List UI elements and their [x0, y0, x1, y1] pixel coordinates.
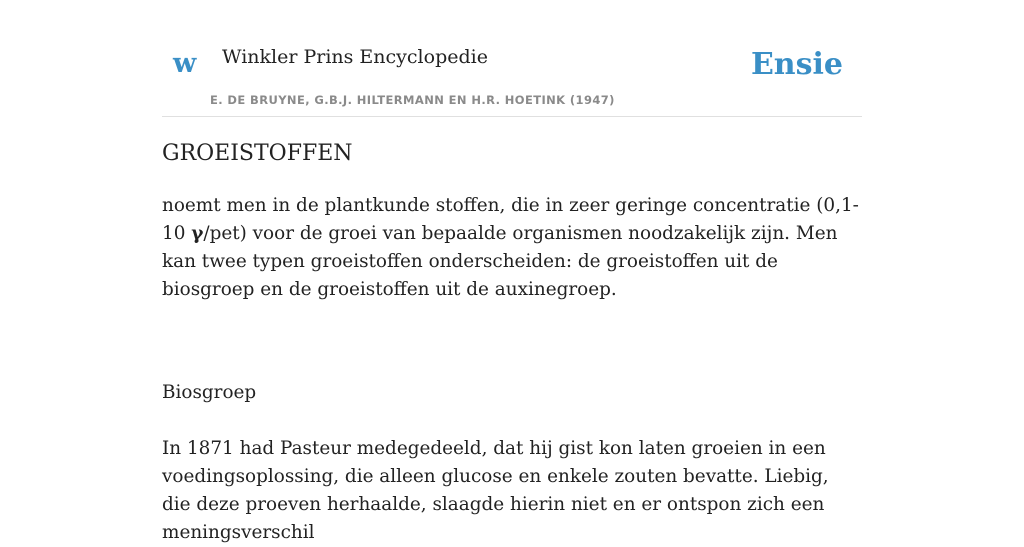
- winkler-prins-logo[interactable]: w: [173, 48, 197, 79]
- book-title[interactable]: Winkler Prins Encyclopedie: [222, 46, 488, 68]
- ensie-logo-link[interactable]: Ensie: [750, 47, 843, 82]
- body-paragraph: In 1871 had Pasteur medegedeeld, dat hij gist kon laten groeien in een voedingsoplossing, die alleen glucose en enkele zouten bevatte. Liebig, die deze proeven herhaalde, slaagde hierin niet en er ontspon zich een meningsverschil: [162, 438, 829, 543]
- site-header: [162, 0, 862, 117]
- article-content: [162, 138, 862, 547]
- intro-paragraph: [162, 192, 862, 304]
- section-heading-biosgroep: Biosgroep: [162, 382, 257, 403]
- entry-title: GROEISTOFFEN: [162, 141, 353, 166]
- authors-line: E. DE BRUYNE, G.B.J. HILTERMANN EN H.R. HOETINK (1947): [210, 93, 615, 107]
- gamma-symbol: γ: [191, 223, 204, 244]
- intro-text-after: /pet) voor de groei van bepaalde organismen noodzakelijk zijn. Men kan twee typen groeistoffen onderscheiden: de groeistoffen uit de biosgroep en de groeistoffen uit de auxinegroep.: [162, 223, 838, 300]
- intro-text-before: noemt men in de plantkunde stoffen, die in zeer geringe concentratie (0,1-10: [162, 195, 859, 244]
